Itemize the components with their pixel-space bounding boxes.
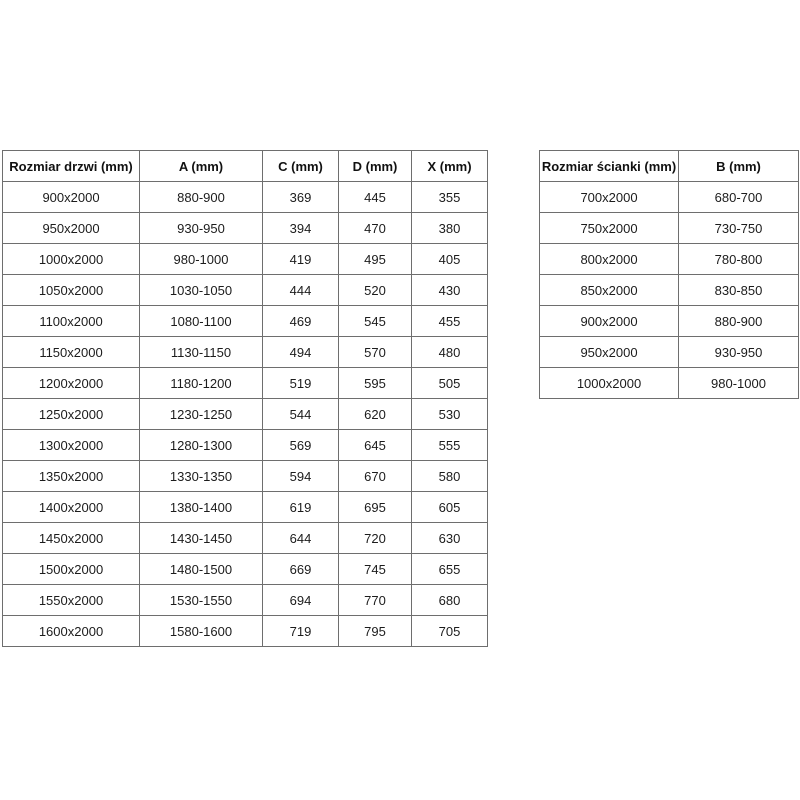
table-cell: 419	[263, 244, 339, 275]
table-cell: 770	[339, 585, 412, 616]
table-cell: 1230-1250	[140, 399, 263, 430]
table-row	[3, 213, 488, 244]
table-cell: 544	[263, 399, 339, 430]
table-cell: 930-950	[140, 213, 263, 244]
table-row	[3, 275, 488, 306]
header-row	[540, 151, 799, 182]
table-cell: 1380-1400	[140, 492, 263, 523]
table-cell: 369	[263, 182, 339, 213]
table-cell: 694	[263, 585, 339, 616]
header-row	[3, 151, 488, 182]
table-cell: 380	[412, 213, 488, 244]
table-cell: 1400x2000	[3, 492, 140, 523]
table-cell: 700x2000	[540, 182, 679, 213]
table-cell: 780-800	[679, 244, 799, 275]
table-row	[3, 399, 488, 430]
table-cell: 1130-1150	[140, 337, 263, 368]
table-cell: 730-750	[679, 213, 799, 244]
table-cell: 655	[412, 554, 488, 585]
table-cell: 444	[263, 275, 339, 306]
table-cell: 555	[412, 430, 488, 461]
table-cell: 530	[412, 399, 488, 430]
table-cell: 720	[339, 523, 412, 554]
table-cell: 1280-1300	[140, 430, 263, 461]
table-cell: 455	[412, 306, 488, 337]
wall-dimensions-table	[539, 150, 799, 399]
table-cell: 1580-1600	[140, 616, 263, 647]
table-cell: 619	[263, 492, 339, 523]
table-cell: 595	[339, 368, 412, 399]
table-cell: 1200x2000	[3, 368, 140, 399]
table-cell: 469	[263, 306, 339, 337]
header-cell: Rozmiar ścianki (mm)	[540, 151, 679, 182]
table-cell: 569	[263, 430, 339, 461]
door-dimensions-table	[2, 150, 488, 647]
table-cell: 1430-1450	[140, 523, 263, 554]
table-cell: 900x2000	[3, 182, 140, 213]
table-cell: 1250x2000	[3, 399, 140, 430]
table-cell: 430	[412, 275, 488, 306]
table-cell: 494	[263, 337, 339, 368]
table-row	[3, 616, 488, 647]
table-cell: 1000x2000	[3, 244, 140, 275]
table-cell: 830-850	[679, 275, 799, 306]
table-cell: 1530-1550	[140, 585, 263, 616]
table-cell: 880-900	[679, 306, 799, 337]
table-cell: 605	[412, 492, 488, 523]
table-cell: 750x2000	[540, 213, 679, 244]
table-cell: 594	[263, 461, 339, 492]
table-row	[3, 182, 488, 213]
table-row	[3, 492, 488, 523]
table-cell: 980-1000	[140, 244, 263, 275]
table-cell: 980-1000	[679, 368, 799, 399]
table-cell: 405	[412, 244, 488, 275]
header-cell: D (mm)	[339, 151, 412, 182]
table-cell: 470	[339, 213, 412, 244]
table-cell: 680-700	[679, 182, 799, 213]
table-cell: 795	[339, 616, 412, 647]
table-cell: 394	[263, 213, 339, 244]
table-cell: 1330-1350	[140, 461, 263, 492]
table-cell: 519	[263, 368, 339, 399]
table-cell: 1000x2000	[540, 368, 679, 399]
table-cell: 880-900	[140, 182, 263, 213]
table-cell: 1480-1500	[140, 554, 263, 585]
table-cell: 800x2000	[540, 244, 679, 275]
table-cell: 1100x2000	[3, 306, 140, 337]
table-cell: 445	[339, 182, 412, 213]
table-cell: 1600x2000	[3, 616, 140, 647]
table-row	[540, 306, 799, 337]
header-cell: B (mm)	[679, 151, 799, 182]
table-cell: 495	[339, 244, 412, 275]
table-cell: 850x2000	[540, 275, 679, 306]
table-row	[540, 368, 799, 399]
table-row	[3, 554, 488, 585]
table-row	[3, 430, 488, 461]
table-cell: 1500x2000	[3, 554, 140, 585]
table-cell: 644	[263, 523, 339, 554]
header-cell: C (mm)	[263, 151, 339, 182]
table-cell: 520	[339, 275, 412, 306]
table-row	[3, 368, 488, 399]
table-row	[540, 213, 799, 244]
table-row	[3, 461, 488, 492]
table-cell: 1150x2000	[3, 337, 140, 368]
table-cell: 680	[412, 585, 488, 616]
table-cell: 705	[412, 616, 488, 647]
table-cell: 930-950	[679, 337, 799, 368]
table-row	[3, 337, 488, 368]
table-cell: 745	[339, 554, 412, 585]
table-cell: 545	[339, 306, 412, 337]
header-cell: X (mm)	[412, 151, 488, 182]
table-cell: 1550x2000	[3, 585, 140, 616]
header-cell: Rozmiar drzwi (mm)	[3, 151, 140, 182]
table-cell: 695	[339, 492, 412, 523]
table-cell: 580	[412, 461, 488, 492]
table-cell: 719	[263, 616, 339, 647]
table-cell: 950x2000	[3, 213, 140, 244]
table-cell: 630	[412, 523, 488, 554]
table-cell: 950x2000	[540, 337, 679, 368]
table-cell: 1350x2000	[3, 461, 140, 492]
table-row	[540, 337, 799, 368]
table-cell: 1050x2000	[3, 275, 140, 306]
table-cell: 670	[339, 461, 412, 492]
table-row	[3, 306, 488, 337]
table-cell: 355	[412, 182, 488, 213]
table-cell: 620	[339, 399, 412, 430]
header-cell: A (mm)	[140, 151, 263, 182]
table-row	[540, 275, 799, 306]
table-row	[3, 244, 488, 275]
table-row	[540, 182, 799, 213]
table-row	[540, 244, 799, 275]
table-cell: 645	[339, 430, 412, 461]
table-cell: 669	[263, 554, 339, 585]
table-cell: 480	[412, 337, 488, 368]
table-cell: 1030-1050	[140, 275, 263, 306]
table-cell: 1180-1200	[140, 368, 263, 399]
table-row	[3, 585, 488, 616]
table-cell: 1080-1100	[140, 306, 263, 337]
table-cell: 1450x2000	[3, 523, 140, 554]
table-cell: 1300x2000	[3, 430, 140, 461]
table-cell: 570	[339, 337, 412, 368]
table-row	[3, 523, 488, 554]
table-cell: 505	[412, 368, 488, 399]
table-cell: 900x2000	[540, 306, 679, 337]
